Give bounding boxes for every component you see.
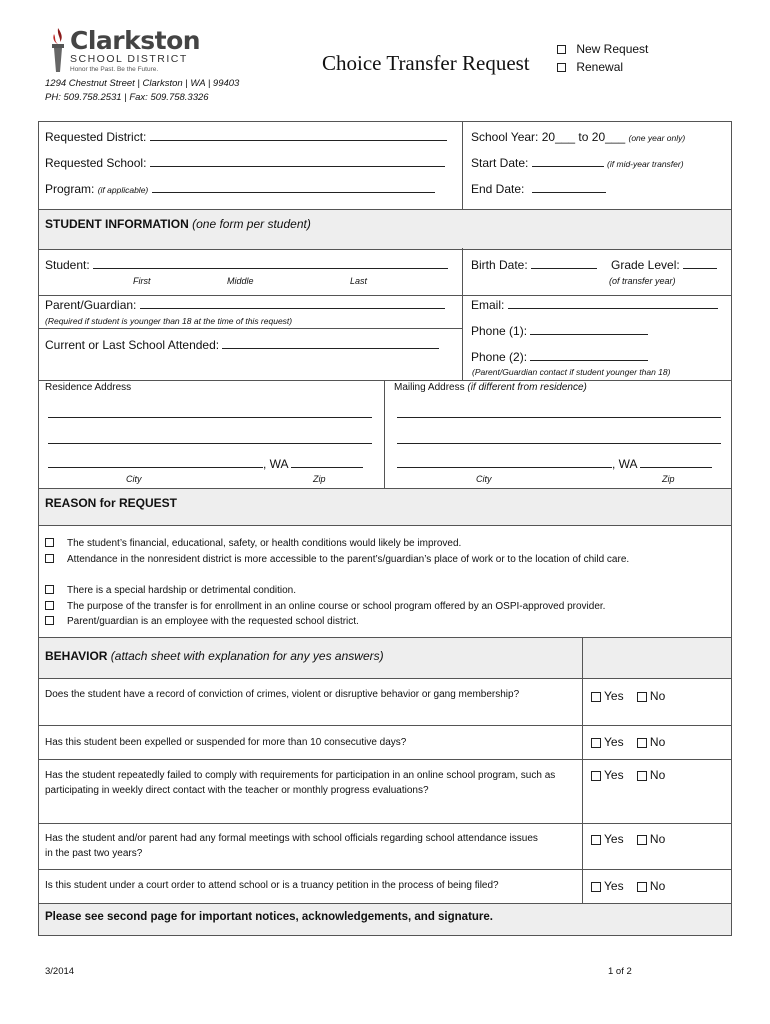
- reason-heading: REASON for REQUEST: [45, 496, 178, 510]
- reason-item[interactable]: [45, 614, 715, 629]
- no-checkbox[interactable]: [637, 771, 647, 781]
- mailing-address-label: Mailing Address (if different from residence): [394, 382, 587, 393]
- residence-city-input[interactable]: [48, 467, 263, 468]
- yes-checkbox[interactable]: [591, 882, 601, 892]
- logo-tagline: Honor the Past. Be the Future.: [70, 66, 159, 73]
- school-year-field[interactable]: [471, 130, 685, 144]
- mailing-city-row[interactable]: , WA: [397, 457, 712, 471]
- current-school-field[interactable]: [45, 338, 439, 352]
- birth-date-field[interactable]: [471, 258, 597, 272]
- grade-level-field[interactable]: [611, 258, 717, 272]
- new-request-option[interactable]: [557, 42, 648, 56]
- reason-label: The student’s financial, educational, safety, or health conditions would likely be improved.: [67, 538, 462, 549]
- renewal-label: Renewal: [576, 60, 624, 74]
- residence-zip-input[interactable]: [291, 467, 363, 468]
- middle-name-caption: Middle: [227, 276, 254, 286]
- no-checkbox[interactable]: [637, 738, 647, 748]
- school-year-note: (one year only): [628, 133, 686, 143]
- program-label: Program:: [45, 182, 95, 196]
- parent-guardian-input[interactable]: [140, 308, 445, 309]
- phone1-input[interactable]: [530, 334, 648, 335]
- reason-item[interactable]: [45, 583, 715, 598]
- torch-icon: [48, 26, 68, 74]
- parent-guardian-field[interactable]: [45, 298, 445, 312]
- requested-school-input[interactable]: [150, 166, 445, 167]
- behavior-heading: BEHAVIOR (attach sheet with explanation for any yes answers): [45, 649, 384, 663]
- program-input[interactable]: [152, 192, 435, 193]
- phone1-label: Phone (1):: [471, 324, 528, 338]
- yes-checkbox[interactable]: [591, 738, 601, 748]
- end-date-input[interactable]: [532, 192, 606, 193]
- behavior-question: Has this student been expelled or suspended for more than 10 consecutive days?: [45, 737, 407, 748]
- requested-district-label: Requested District:: [45, 130, 147, 144]
- program-field[interactable]: [45, 182, 435, 196]
- program-note: (if applicable): [97, 185, 149, 195]
- district-phone-fax: PH: 509.758.2531 | Fax: 509.758.3326: [45, 92, 209, 103]
- grade-level-label: Grade Level:: [611, 258, 680, 272]
- start-date-label: Start Date:: [471, 156, 529, 170]
- birth-date-label: Birth Date:: [471, 258, 528, 272]
- residence-city-row[interactable]: , WA: [48, 457, 363, 471]
- mailing-city-caption: City: [476, 474, 492, 484]
- school-year-label: School Year: 20___ to 20___: [471, 130, 626, 144]
- mailing-city-input[interactable]: [397, 467, 612, 468]
- student-name-label: Student:: [45, 258, 90, 272]
- phone1-field[interactable]: [471, 324, 648, 338]
- behavior-answer[interactable]: Yes No: [591, 735, 665, 749]
- residence-city-caption: City: [126, 474, 142, 484]
- phone-note: (Parent/Guardian contact if student younger than 18): [472, 367, 671, 377]
- behavior-question: Has the student repeatedly failed to comply with requirements for participation in an online school program, such as participating in weekly direct contact with the teacher or monthly progress evaluations?: [45, 770, 556, 796]
- end-date-label: End Date:: [471, 182, 525, 196]
- mailing-zip-input[interactable]: [640, 467, 712, 468]
- student-name-input[interactable]: [93, 268, 448, 269]
- yes-checkbox[interactable]: [591, 692, 601, 702]
- reason-label: There is a special hardship or detrimental condition.: [67, 585, 297, 596]
- reason-item[interactable]: [45, 599, 715, 614]
- mailing-line-1[interactable]: [397, 417, 721, 418]
- reason-checkbox[interactable]: [45, 601, 54, 610]
- email-input[interactable]: [508, 308, 718, 309]
- start-date-note: (if mid-year transfer): [607, 159, 684, 169]
- current-school-input[interactable]: [222, 348, 439, 349]
- email-label: Email:: [471, 298, 505, 312]
- behavior-answer[interactable]: Yes No: [591, 689, 665, 703]
- behavior-question: Has the student and/or parent had any formal meetings with school officials regarding school attendance issues in the past two years?: [45, 833, 538, 859]
- start-date-input[interactable]: [532, 166, 604, 167]
- mailing-zip-caption: Zip: [662, 474, 675, 484]
- start-date-field[interactable]: [471, 156, 684, 170]
- student-info-heading: STUDENT INFORMATION (one form per student): [45, 217, 311, 231]
- no-checkbox[interactable]: [637, 882, 647, 892]
- renewal-option[interactable]: [557, 60, 623, 74]
- logo-name: Clarkston: [70, 26, 201, 55]
- behavior-answer[interactable]: Yes No: [591, 879, 665, 893]
- student-name-field[interactable]: [45, 258, 448, 272]
- district-address: 1294 Chestnut Street | Clarkston | WA | 99403: [45, 78, 240, 89]
- reason-item[interactable]: [45, 536, 715, 551]
- page-number: 1 of 2: [608, 966, 632, 977]
- reason-checkbox[interactable]: [45, 538, 54, 547]
- reason-label: Attendance in the nonresident district is more accessible to the parent’s/guardian’s place of work or to the location of child care.: [67, 554, 630, 565]
- behavior-answer[interactable]: Yes No: [591, 832, 665, 846]
- end-date-field[interactable]: [471, 182, 606, 196]
- reason-checkbox[interactable]: [45, 554, 54, 563]
- reason-checkbox[interactable]: [45, 616, 54, 625]
- logo-subtitle: SCHOOL DISTRICT: [70, 53, 188, 65]
- form-date: 3/2014: [45, 966, 75, 977]
- residence-zip-caption: Zip: [313, 474, 326, 484]
- phone2-input[interactable]: [530, 360, 648, 361]
- behavior-answer[interactable]: Yes No: [591, 768, 665, 782]
- last-name-caption: Last: [350, 276, 368, 286]
- behavior-question: Does the student have a record of conviction of crimes, violent or disruptive behavior or gang membership?: [45, 689, 520, 700]
- new-request-checkbox[interactable]: [557, 45, 566, 54]
- behavior-question: Is this student under a court order to attend school or is a truancy petition in the process of being filed?: [45, 880, 499, 891]
- grade-level-note: (of transfer year): [609, 276, 676, 286]
- district-logo: [48, 26, 208, 76]
- requested-district-input[interactable]: [150, 140, 447, 141]
- residence-address-label: Residence Address: [45, 382, 132, 393]
- parent-guardian-note: (Required if student is younger than 18 at the time of this request): [45, 316, 293, 326]
- no-checkbox[interactable]: [637, 692, 647, 702]
- requested-school-field[interactable]: [45, 156, 445, 170]
- requested-district-field[interactable]: [45, 130, 447, 144]
- renewal-checkbox[interactable]: [557, 63, 566, 72]
- grade-level-input[interactable]: [683, 268, 717, 269]
- mailing-line-2[interactable]: [397, 443, 721, 444]
- email-field[interactable]: [471, 298, 718, 312]
- reason-label: The purpose of the transfer is for enrollment in an online course or school program offered by an OSPI-approved provider.: [67, 601, 606, 612]
- yes-checkbox[interactable]: [591, 835, 601, 845]
- second-page-notice: Please see second page for important notices, acknowledgements, and signature.: [45, 911, 493, 923]
- reason-label: Parent/guardian is an employee with the requested school district.: [67, 616, 359, 627]
- form-title: Choice Transfer Request: [322, 51, 530, 75]
- yes-checkbox[interactable]: [591, 771, 601, 781]
- phone2-label: Phone (2):: [471, 350, 528, 364]
- birth-date-input[interactable]: [531, 268, 597, 269]
- first-name-caption: First: [133, 276, 151, 286]
- current-school-label: Current or Last School Attended:: [45, 338, 220, 352]
- phone2-field[interactable]: [471, 350, 648, 364]
- no-checkbox[interactable]: [637, 835, 647, 845]
- reason-checkbox[interactable]: [45, 585, 54, 594]
- residence-line-2[interactable]: [48, 443, 372, 444]
- new-request-label: New Request: [576, 42, 649, 56]
- requested-school-label: Requested School:: [45, 156, 147, 170]
- parent-guardian-label: Parent/Guardian:: [45, 298, 137, 312]
- residence-line-1[interactable]: [48, 417, 372, 418]
- reason-item[interactable]: [45, 552, 715, 567]
